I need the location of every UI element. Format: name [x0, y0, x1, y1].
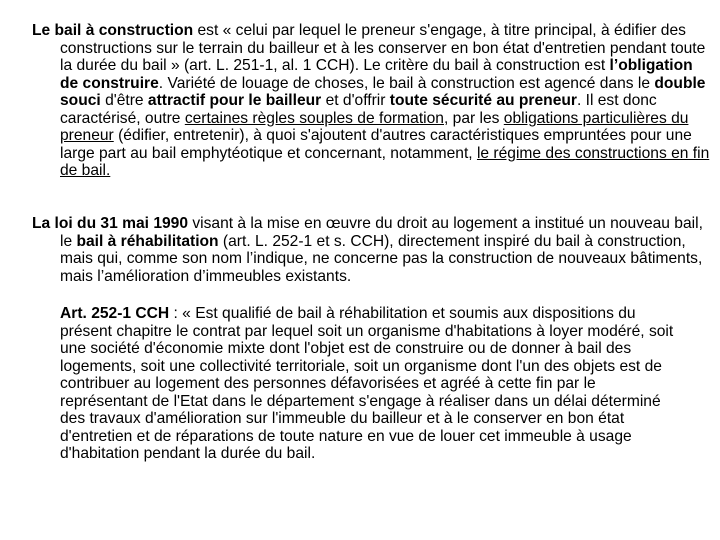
- underlined-regime-constructions: le régime des constructions en fin de bail.: [60, 144, 710, 179]
- term-bail-rehabilitation: bail à réhabilitation: [76, 232, 219, 250]
- paragraph-article-252-1: [60, 305, 686, 463]
- underlined-obligations-preneur: obligations particulières du preneur: [60, 109, 689, 144]
- text-segment: (édifier, entretenir), à quoi s'ajoutent d'autres caractéristiques empruntées pour une large part au bail emphytéotique et concernant, notamment,: [60, 127, 692, 162]
- underlined-regles-formation: certaines règles souples de formation: [184, 109, 444, 127]
- text-segment: . Variété de louage de choses, le bail à construction est agencé dans le: [158, 74, 655, 92]
- term-loi-1990: La loi du 31 mai 1990: [32, 215, 189, 232]
- term-securite-preneur: toute sécurité au preneur: [389, 92, 577, 109]
- term-bail-construction: Le bail à construction: [32, 22, 194, 39]
- text-segment: (art. L. 252-1 et s. CCH), directement inspiré du bail à construction, mais qui, comme son nom l’indique, ne concerne pas la construction de nouveaux bâtiments, mais l’amélioration d’immeubles existants.: [60, 232, 703, 285]
- text-segment: , par les: [443, 109, 504, 127]
- term-attractif-bailleur: attractif pour le bailleur: [147, 92, 322, 109]
- term-obligation-construire: l’obligation de construire: [60, 57, 693, 92]
- term-double-souci: double souci: [60, 74, 706, 109]
- paragraph-loi-1990: [32, 215, 714, 285]
- term-article-252-1: Art. 252-1 CCH: [60, 305, 170, 322]
- text-segment: : « Est qualifié de bail à réhabilitation et soumis aux dispositions du présent chapitre le contrat par lequel soit un organisme d'habitations à loyer modéré, soit une société d'économie mixte dont l'objet est de construire ou de donner à bail des logements, soit une collectivité territoriale, soit un organisme dont l'un des objets est de contribuer au logement des personnes défavorisées et agréé à cette fin par le représentant de l'Etat dans le département s'engage à réaliser dans un délai déterminé des travaux d'amélioration sur l'immeuble du bailleur et à le conserver en bon état d'entretien et de réparations de toute nature en vue de louer cet immeuble à usage d'habitation pendant la durée du bail.: [60, 305, 674, 462]
- text-segment: . Il est donc caractérisé, outre: [60, 92, 657, 127]
- paragraph-bail-construction: [32, 22, 714, 180]
- text-segment: d'être: [100, 92, 148, 109]
- text-segment: et d'offrir: [321, 92, 390, 109]
- text-segment: est « celui par lequel le preneur s'engage, à titre principal, à édifier des constructions sur le terrain du bailleur et à les conserver en bon état d'entretien pendant toute la durée du bail » (art. L. 251-1, al. 1 CCH). Le critère du bail à construction est: [60, 22, 706, 74]
- text-segment: visant à la mise en œuvre du droit au logement a institué un nouveau bail, le: [60, 215, 703, 250]
